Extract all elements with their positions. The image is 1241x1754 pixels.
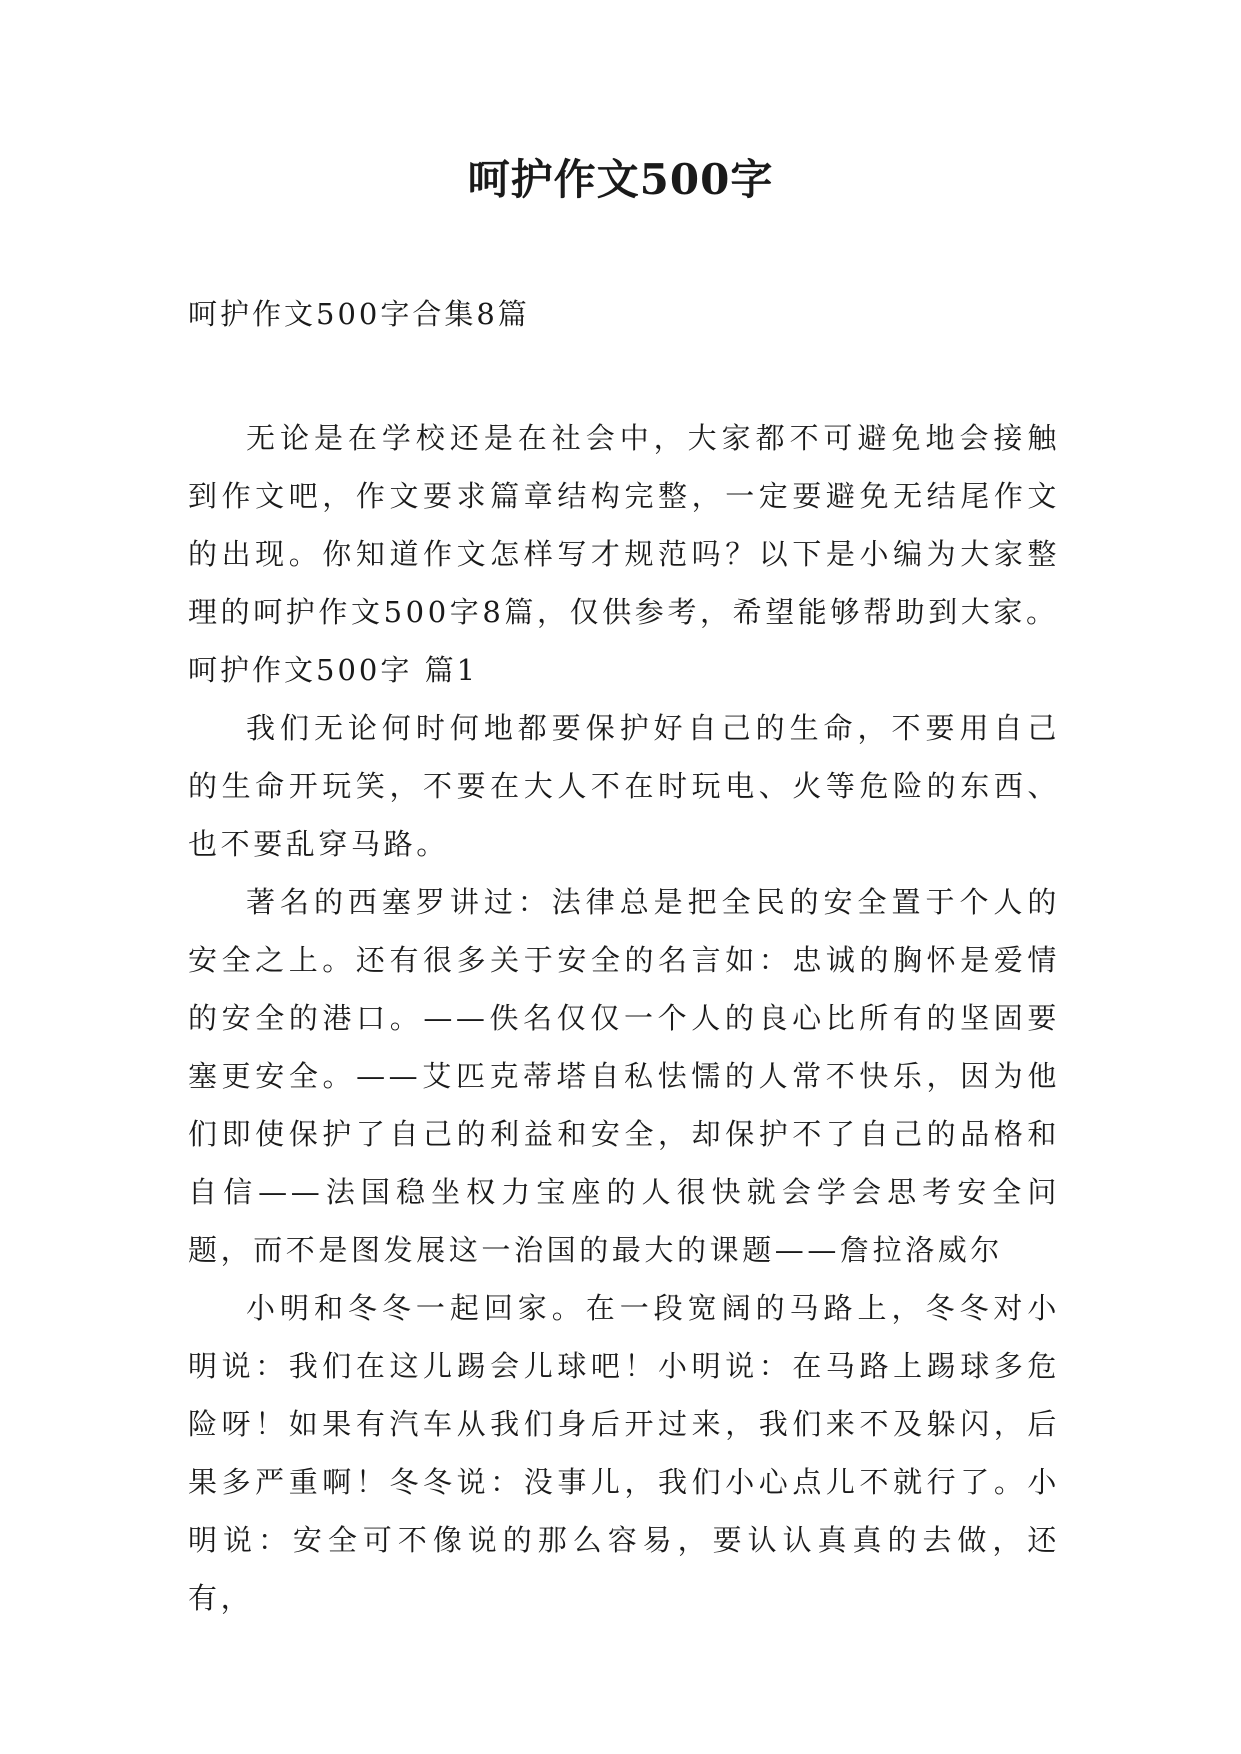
body-paragraph: 小明和冬冬一起回家。在一段宽阔的马路上，冬冬对小明说：我们在这儿踢会儿球吧！小明说：在马路上踢球多危险呀！如果有汽车从我们身后开过来，我们来不及躲闪，后果多严重啊！冬冬说：没事儿，我们小心点儿不就行了。小明说：安全可不像说的那么容易，要认认真真的去做，还有， — [188, 1291, 1060, 1615]
intro-paragraph: 无论是在学校还是在社会中，大家都不可避免地会接触到作文吧，作文要求篇章结构完整，一定要避免无结尾作文的出现。你知道作文怎样写才规范吗？以下是小编为大家整理的呵护作文500字8篇，仅供参考，希望能够帮助到大家。 — [188, 421, 1060, 629]
document-title: 呵护作文500字 — [467, 155, 774, 204]
section-heading: 呵护作文500字 篇1 — [188, 653, 479, 687]
document-subtitle: 呵护作文500字合集8篇 — [188, 297, 530, 331]
document-body — [188, 409, 1060, 1627]
body-paragraph: 著名的西塞罗讲过：法律总是把全民的安全置于个人的安全之上。还有很多关于安全的名言如：忠诚的胸怀是爱情的安全的港口。——佚名仅仅一个人的良心比所有的坚固要塞更安全。——艾匹克蒂塔自私怯懦的人常不快乐，因为他们即使保护了自己的利益和安全，却保护不了自己的品格和自信——法国稳坐权力宝座的人很快就会学会思考安全问题，而不是图发展这一治国的最大的课题——詹拉洛威尔 — [188, 885, 1060, 1267]
body-paragraph: 我们无论何时何地都要保护好自己的生命，不要用自己的生命开玩笑，不要在大人不在时玩电、火等危险的东西、也不要乱穿马路。 — [188, 711, 1060, 861]
